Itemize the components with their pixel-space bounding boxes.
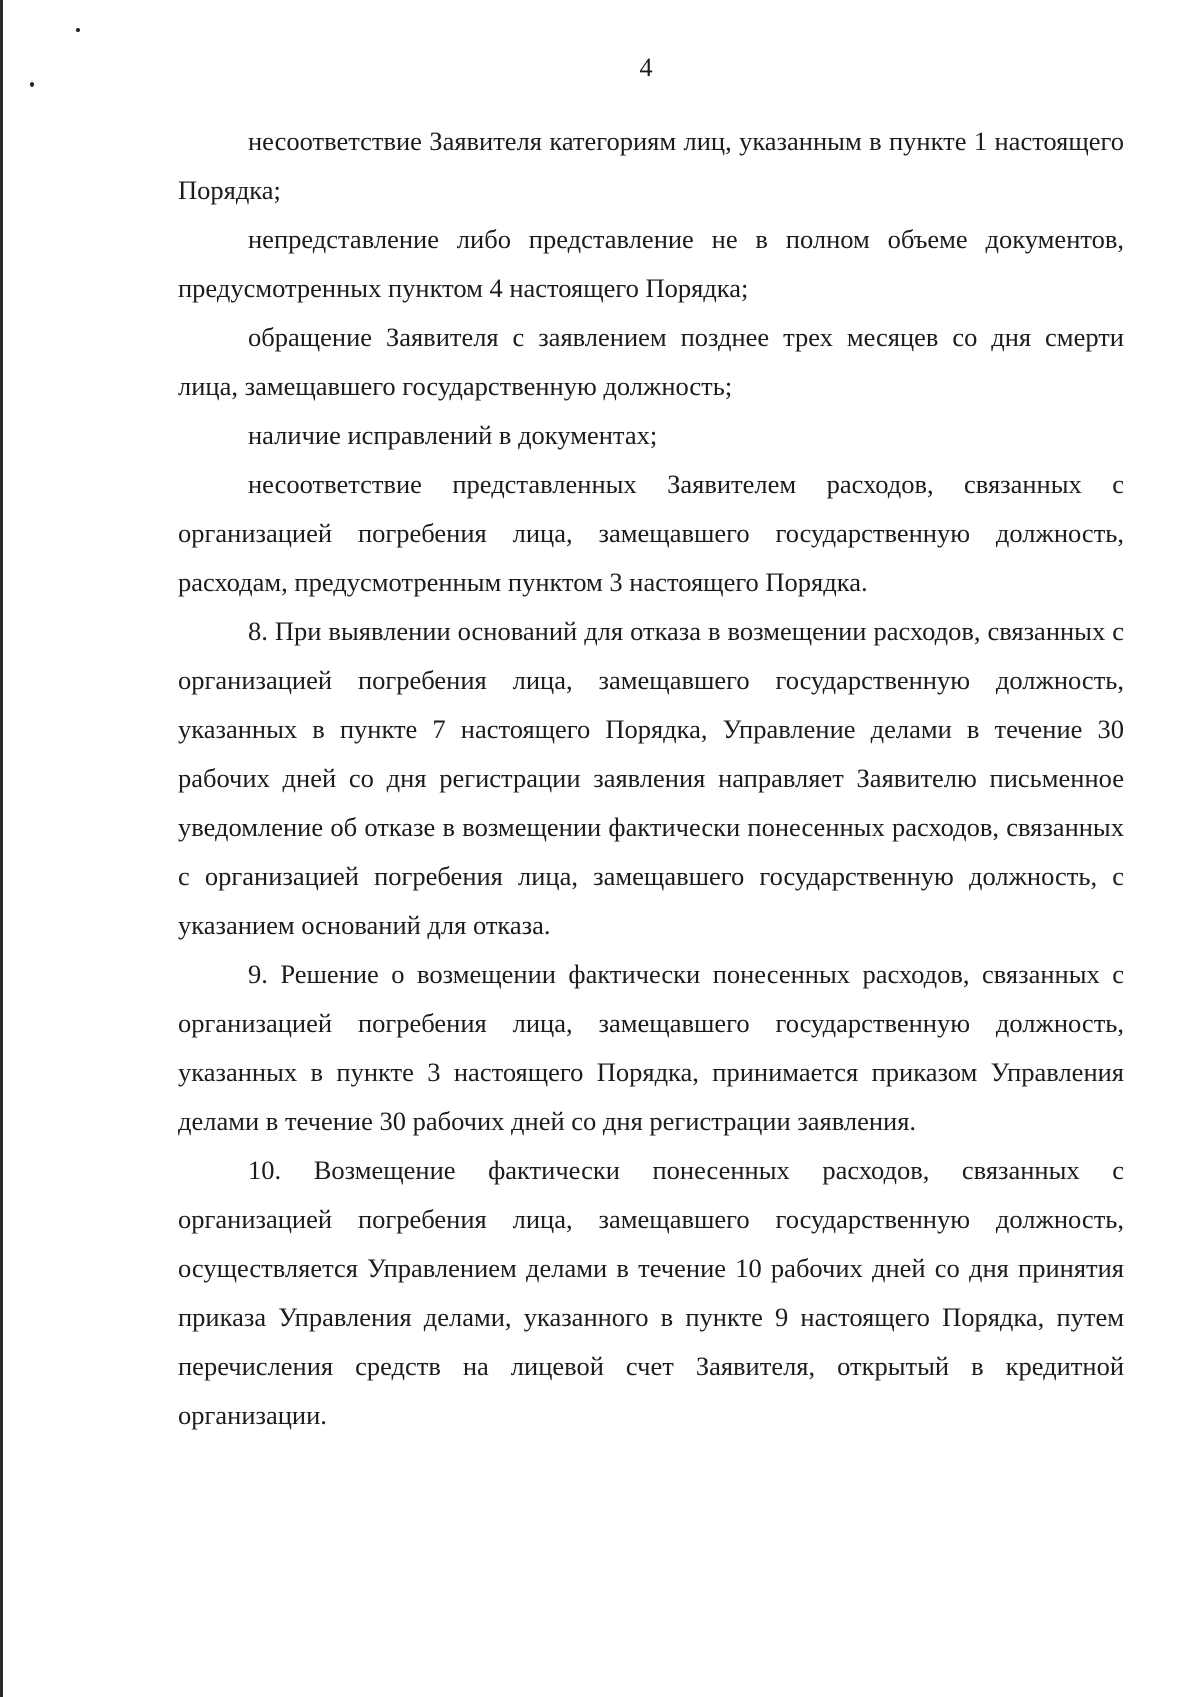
paragraph: обращение Заявителя с заявлением позднее трех месяцев со дня смерти лица, замещавшего государственную должность; [178,322,1124,401]
document-body [178,117,1124,1440]
paragraph-section-10: 10. Возмещение фактически понесенных расходов, связанных с организацией погребения лица, замещавшего государственную должность, осуществляется Управлением делами в течение 10 рабочих дней со дня принятия приказа Управления делами, указанного в пункте 9 настоящего Порядка, путем перечисления средств на лицевой счет Заявителя, открытый в кредитной организации. [178,1155,1124,1430]
paragraph: несоответствие представленных Заявителем расходов, связанных с организацией погребения лица, замещавшего государственную должность, расходам, предусмотренным пунктом 3 настоящего Порядка. [178,469,1124,597]
scan-left-edge [0,0,3,1697]
paragraph-section-9: 9. Решение о возмещении фактически понесенных расходов, связанных с организацией погребения лица, замещавшего государственную должность, указанных в пункте 3 настоящего Порядка, принимается приказом Управления делами в течение 30 рабочих дней со дня регистрации заявления. [178,959,1124,1136]
paragraph: непредставление либо представление не в полном объеме документов, предусмотренных пунктом 4 настоящего Порядка; [178,224,1124,303]
page-number: 4 [639,53,653,82]
scan-speck [76,28,80,32]
paragraph-section-8: 8. При выявлении оснований для отказа в возмещении расходов, связанных с организацией погребения лица, замещавшего государственную должность, указанных в пункте 7 настоящего Порядка, Управление делами в течение 30 рабочих дней со дня регистрации заявления направляет Заявителю письменное уведомление об отказе в возмещении фактически понесенных расходов, связанных с организацией погребения лица, замещавшего государственную должность, с указанием оснований для отказа. [178,616,1124,940]
paragraph: наличие исправлений в документах; [248,420,658,450]
scan-speck [30,82,34,87]
paragraph: несоответствие Заявителя категориям лиц, указанным в пункте 1 настоящего Порядка; [178,126,1124,205]
